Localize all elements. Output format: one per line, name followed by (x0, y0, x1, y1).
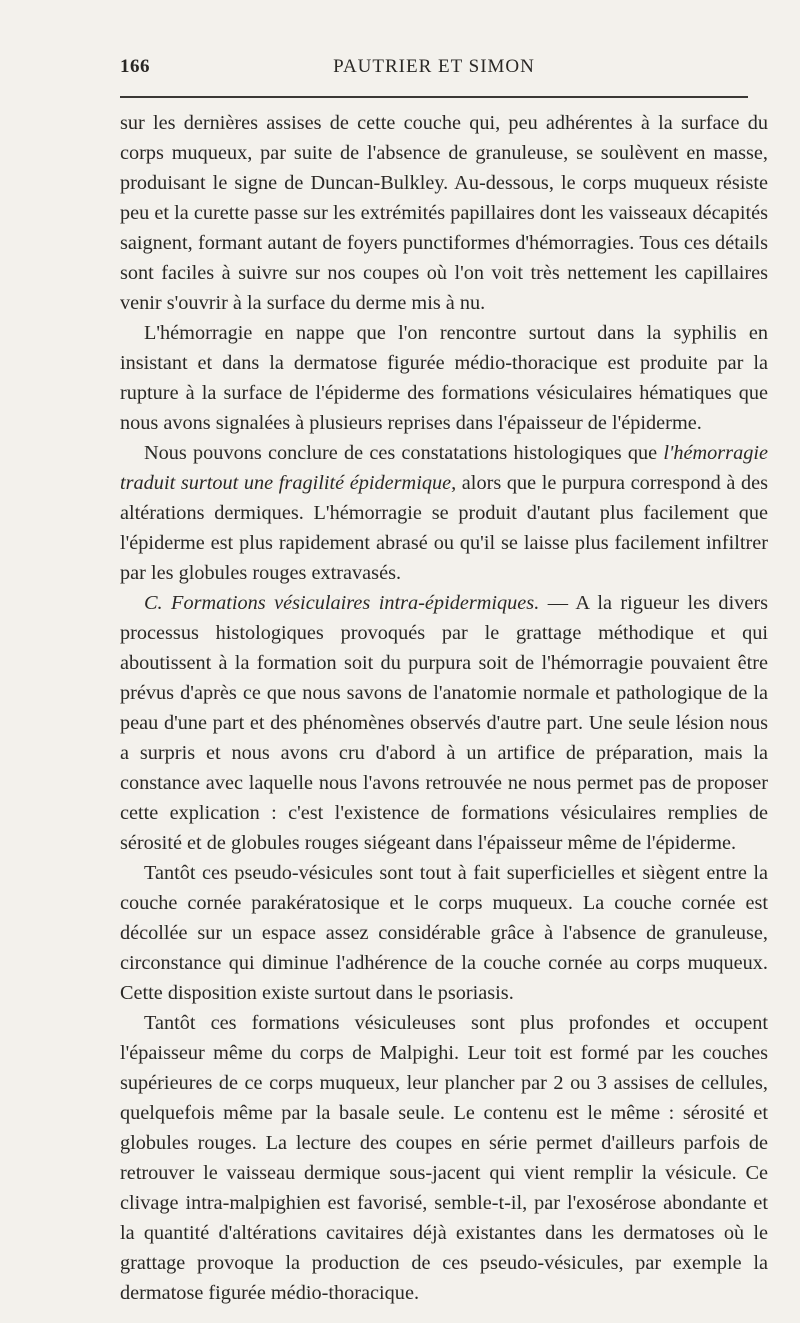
page-number: 166 (120, 56, 150, 77)
paragraph-deep-vesicles: Tantôt ces formations vésiculeuses sont plus profondes et occupent l'épaisseur même du corps de Malpighi. Leur toit est formé par les couches supérieures de ce corps muqueux, leur plancher par 2 ou 3 assises de cellules, quelquefois même par la basale seule. Le contenu est le même : sérosité et globules rouges. La lecture des coupes en série permet d'ailleurs parfois de retrouver le vaisseau dermique sous-jacent qui vient remplir la vésicule. Ce clivage intra-malpighien est favorisé, semble-t-il, par l'exosérose abondante et la quantité d'altérations cavitaires déjà existantes dans les dermatoses où le grattage provoque la production de ces pseudo-vésicules, par exemple la dermatose figurée médio-thoracique. (120, 1012, 768, 1304)
section-c-paragraph (120, 588, 768, 858)
conclusion-lead: Nous pouvons conclure de ces constatations histologiques que (144, 442, 664, 464)
section-c-heading: C. Formations vésiculaires intra-épidermiques. (144, 592, 540, 614)
page-header (120, 56, 748, 92)
paragraph-conclusion (120, 438, 768, 588)
running-head: PAUTRIER ET SIMON (333, 56, 535, 77)
conclusion-rest: alors que le purpura correspond à des altérations dermiques. L'hémorragie se produit d'autant plus facilement que l'épiderme est plus rapidement abrasé ou qu'il se laisse plus facilement infiltrer par les globules rouges extravasés. (120, 472, 768, 584)
paragraph-hemorrhage: L'hémorragie en nappe que l'on rencontre surtout dans la syphilis en insistant et dans la dermatose figurée médio-thoracique est produite par la rupture à la surface de l'épiderme des formations vésiculaires hématiques que nous avons signalées à plusieurs reprises dans l'épaisseur de l'épiderme. (120, 322, 768, 434)
paragraph-continued: sur les dernières assises de cette couche qui, peu adhérentes à la surface du corps muqueux, par suite de l'absence de granuleuse, se soulèvent en masse, produisant le signe de Duncan-Bulkley. Au-dessous, le corps muqueux résiste peu et la curette passe sur les extrémités papillaires dont les vaisseaux décapités saignent, formant autant de foyers punctiformes d'hémorragies. Tous ces détails sont faciles à suivre sur nos coupes où l'on voit très nettement les capillaires venir s'ouvrir à la surface du derme mis à nu. (120, 112, 768, 314)
conclusion-emphasis: l'hémorragie traduit surtout une fragilité épidermique, (120, 442, 768, 494)
paragraph-superficial-vesicles: Tantôt ces pseudo-vésicules sont tout à fait superficielles et siègent entre la couche cornée parakératosique et le corps muqueux. La couche cornée est décollée sur un espace assez considérable grâce à l'absence de granuleuse, circonstance qui diminue l'adhérence de la couche cornée au corps muqueux. Cette disposition existe surtout dans le psoriasis. (120, 862, 768, 1004)
header-rule (120, 96, 748, 98)
section-c-text: — A la rigueur les divers processus histologiques provoqués par le grattage méthodique et qui aboutissent à la formation soit du purpura soit de l'hémorragie pouvaient être prévus d'après ce que nous savons de l'anatomie normale et pathologique de la peau d'une part et des phénomènes observés d'autre part. Une seule lésion nous a surpris et nous avons cru d'abord à un artifice de préparation, mais la constance avec laquelle nous l'avons retrouvée ne nous permet pas de proposer cette explication : c'est l'existence de formations vésiculaires remplies de sérosité et de globules rouges siégeant dans l'épaisseur même de l'épiderme. (120, 592, 768, 854)
body-text (120, 108, 768, 1308)
